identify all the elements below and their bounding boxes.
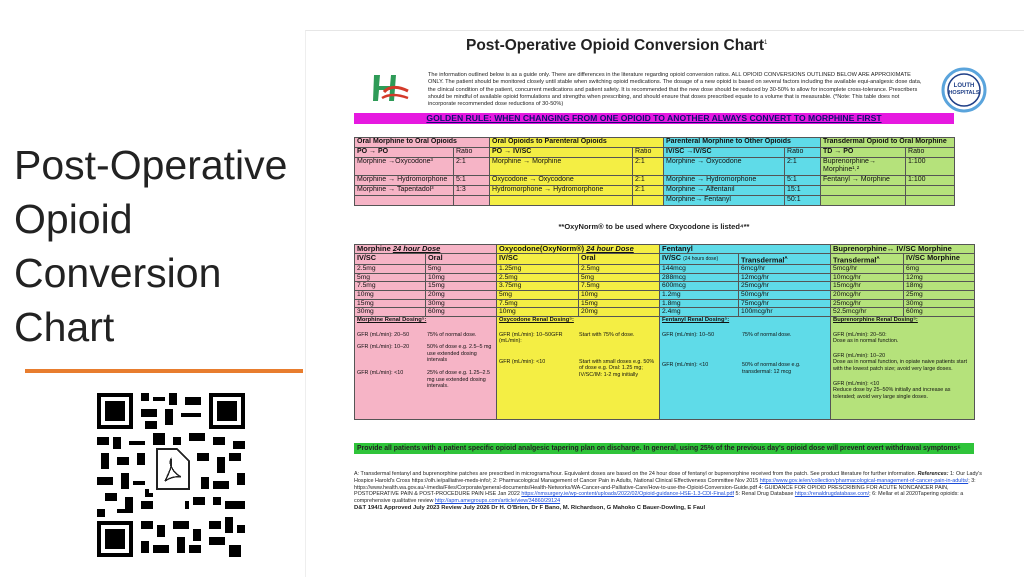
renal-gfr: GFR (mL/min): 10–20 xyxy=(357,344,410,351)
dose-cell: 288mcg xyxy=(660,273,739,282)
route-label: Transdermal xyxy=(833,255,877,265)
dose-cell: 2.4mg xyxy=(660,308,739,317)
dose-cell: 10mg xyxy=(579,290,660,299)
references-text: 6: Mellar et al 2020Tapering opioids: a comprehensive qualitative review xyxy=(354,491,964,505)
route-header: PO → IV/SC xyxy=(490,147,633,157)
morphine-renal-dosing xyxy=(355,317,497,420)
renal-line: GFR (mL/min): 20–50: xyxy=(833,331,887,338)
ratio-cell: 2:1 xyxy=(785,157,821,176)
references-text: 5: Renal Drug Database xyxy=(735,491,794,498)
renal-grid xyxy=(499,332,657,379)
dose-cell: 7.5mg xyxy=(497,299,579,308)
route-subheader xyxy=(660,253,739,264)
dose-cell: 1.2mg xyxy=(660,290,739,299)
dose-cell: 2.5mg xyxy=(355,264,426,273)
route-label: IV/SC xyxy=(662,253,682,262)
logo-text-hospitals: HOSPITALS xyxy=(948,90,980,96)
drug-header-suffix: 24 hour Dose xyxy=(586,244,634,253)
ratio-cell xyxy=(633,195,664,205)
renal-gfr: GFR (mL/min): 10–50 xyxy=(662,331,715,338)
dose-cell: 600mcg xyxy=(660,282,739,291)
intro-text: The information outlined below is as a guide only. There are differences in the literature regarding opioid conversion ratios. ALL OPIOID CONVERSIONS OUTLINED BELOW ARE APPROXIMATE ONLY. The patient should be monitored closely until stable when switching opioid medications. The dosage of a new opioid is based on several factors including the available equi-analgesic dose data, the clinical condition of the patient, concurrent medications and patient safety. It is recommended that the new dose should be reduced by 30-50% to allow for incomplete cross-tolerance. Prescribers should be mindful of available opioid formulations and strengths when prescribing, and should ensure that doses prescribed equate to a volume that is measurable. (*Note: This table does not incorporate recommended dose reductions of 30-50%) xyxy=(428,72,922,108)
oxynorm-note: **OxyNorm® to be used where Oxycodone is listed⁴** xyxy=(558,222,750,231)
dose-cell: 15mcg/hr xyxy=(831,282,904,291)
buprenorphine-renal-dosing xyxy=(831,317,975,420)
reference-link[interactable]: http://apm.amegroups.com/article/view/34860/29124 xyxy=(434,498,561,505)
qr-code[interactable] xyxy=(97,393,245,557)
conversion-ratio-table xyxy=(354,137,955,206)
conversion-cell: Morphine → Tapentadol³ xyxy=(355,185,454,195)
title-divider xyxy=(25,369,303,373)
route-header: PO → PO xyxy=(355,147,454,157)
renal-gfr: GFR (mL/min): <10 xyxy=(662,362,709,369)
document-title-text: Post-Operative Opioid Conversion Chart xyxy=(466,37,764,54)
renal-line: Reduce dose by 25–50% initially and increase as tolerated; avoid very large single doses. xyxy=(833,387,951,400)
dose-equivalence-table xyxy=(354,244,975,420)
renal-dose: 25% of dose e.g. 1.25–2.5 mg use extended dosing intervals. xyxy=(427,370,490,390)
drug-header-suffix: 24 hour Dose xyxy=(392,244,441,253)
ratio-cell: 2:1 xyxy=(633,157,664,176)
group-title: Oral Morphine to Oral Opioids xyxy=(355,138,490,148)
tapering-plan-banner: Provide all patients with a patient specific opioid analgesic tapering plan on discharge. In general, using 25% of the previous day's opioid dose will prevent overt withdrawal symptoms⁶ xyxy=(354,443,974,454)
drug-header-buprenorphine: Buprenorphine↔ IV/SC Morphine xyxy=(831,245,975,254)
dose-cell: 15mg xyxy=(579,299,660,308)
dose-cell: 60mg xyxy=(904,308,975,317)
dose-cell: 100mcg/hr xyxy=(739,308,831,317)
dose-cell: 5mg xyxy=(497,290,579,299)
dose-cell: 7.5mg xyxy=(579,282,660,291)
dose-cell: 1.25mg xyxy=(497,264,579,273)
renal-gfr: GFR (mL/min): 10–50GFR (mL/min): xyxy=(499,331,563,345)
conversion-cell: Morphine →Oxycodone³ xyxy=(355,157,454,176)
reference-link[interactable]: https://nmsurgery.ie/wp-content/uploads/2022/02/Opioid-guidance-HSE-1.3-CDI-Final.pdf xyxy=(521,491,734,498)
dose-cell: 12mcg/hr xyxy=(739,273,831,282)
slide-title-line: Opioid xyxy=(14,196,133,242)
renal-dose: 75% of normal dose. xyxy=(742,331,792,338)
conversion-cell xyxy=(355,195,454,205)
ratio-cell: 15:1 xyxy=(785,185,821,195)
dose-cell: 25mg xyxy=(904,290,975,299)
renal-dose: 50% of dose e.g. 2.5–5 mg use extended dosing intervals xyxy=(427,344,492,364)
renal-dose: Start with small doses e.g. 50% of dose e.g. Oral: 1.25 mg; IV/SC/IM: 1-2 mg initially xyxy=(579,358,655,379)
references-label: References: xyxy=(917,471,949,477)
document-title xyxy=(466,37,866,55)
footnote-marker: A xyxy=(784,254,788,260)
dose-row xyxy=(355,299,975,308)
conversion-cell xyxy=(821,185,906,195)
conversion-chart-document xyxy=(305,30,1024,577)
ratio-cell: 5:1 xyxy=(785,176,821,186)
slide-title-line: Post-Operative xyxy=(14,142,288,188)
approval-line: D&T 194/1 Approved July 2023 Review July 2026 Dr H. O'Brien, Dr F Bano, M. Richardson, G Mahoko C Bauer-Dowling, E Faul xyxy=(354,504,706,511)
slide-title xyxy=(14,138,304,354)
route-subheader: IV/SC Morphine xyxy=(904,253,975,264)
renal-dose: Start with 75% of dose. xyxy=(579,331,635,338)
ratio-cell xyxy=(454,195,490,205)
route-header: IV/SC →IV/SC xyxy=(664,147,785,157)
drug-name: Oxycodone(OxyNorm®) xyxy=(499,244,585,253)
conversion-cell: Morphine→ Fentanyl xyxy=(664,195,785,205)
renal-title: Morphine Renal Dosing⁵: xyxy=(357,317,427,324)
dose-cell: 30mg xyxy=(426,299,497,308)
ratio-cell xyxy=(906,195,955,205)
title-footnote-marker: 1 xyxy=(764,39,768,46)
conversion-cell: Oxycodone → Oxycodone xyxy=(490,176,633,186)
dose-cell: 2.5mg xyxy=(497,273,579,282)
renal-title: Fentanyl Renal Dosing⁵: xyxy=(662,317,730,324)
dose-cell: 2.5mg xyxy=(579,264,660,273)
dose-cell: 20mcg/hr xyxy=(831,290,904,299)
golden-rule-banner: GOLDEN RULE: WHEN CHANGING FROM ONE OPIOID TO ANOTHER ALWAYS CONVERT TO MORPHINE FIRST xyxy=(354,113,954,124)
dose-cell: 75mcg/hr xyxy=(739,299,831,308)
drug-header-morphine xyxy=(355,245,497,254)
renal-gfr: GFR (mL/min): 20–50 xyxy=(357,331,410,338)
footnote-a: A: Transdermal fentanyl and buprenorphine patches are prescribed in micrograms/hour. Equivalent doses are based on the 24 hour dose of fentanyl or buprenorphine received from the patch. See product literature for further information. xyxy=(354,471,917,477)
renal-dose: 50% of normal dose e.g. transdermal: 12 mcg xyxy=(742,362,801,375)
group-title: Transdermal Opioid to Oral Morphine xyxy=(821,138,955,148)
dose-cell: 60mg xyxy=(426,308,497,317)
conversion-cell: Buprenorphine→ Morphine¹˒² xyxy=(821,157,906,176)
renal-title: Buprenorphine Renal Dosing⁵: xyxy=(833,317,918,324)
renal-grid xyxy=(357,332,494,390)
ratio-cell: 1:3 xyxy=(454,185,490,195)
conversion-cell: Hydromorphone → Hydromorphone xyxy=(490,185,633,195)
dose-cell: 5mcg/hr xyxy=(831,264,904,273)
route-subheader: IV/SC xyxy=(355,253,426,264)
references-text: 3: https://www.health.wa.gov.au/-/media/Files/Corporate/general-documents/Health-Networks/WA-Cancer-and-Palliative-Care/How-to-use-the-Opioid-Conversion-Guide.pdf 4: GUIDANCE FOR OPIOID PRESCRIBING FOR ACUTE NONCANCER PAIN, POSTOPERATIVE PAIN & POST-PROCEDURE PAIN HSE Jan 2022 xyxy=(354,477,976,498)
drug-header-oxycodone xyxy=(497,245,660,254)
dose-cell: 15mg xyxy=(355,299,426,308)
ratio-cell: 2:1 xyxy=(633,185,664,195)
route-subheader: Oral xyxy=(426,253,497,264)
dose-cell: 18mg xyxy=(904,282,975,291)
dose-cell: 20mg xyxy=(579,308,660,317)
ratio-cell xyxy=(906,185,955,195)
conversion-cell: Fentanyl → Morphine xyxy=(821,176,906,186)
renal-grid xyxy=(662,332,828,376)
renal-gfr: GFR (mL/min): <10 xyxy=(357,370,404,377)
conversion-cell: Morphine → Alfentanil xyxy=(664,185,785,195)
dose-cell: 5mg xyxy=(355,273,426,282)
group-title: Parenteral Morphine to Other Opioids xyxy=(664,138,821,148)
footnote-marker: A xyxy=(876,254,880,260)
ratio-header: Ratio xyxy=(906,147,955,157)
dose-cell: 25mcg/hr xyxy=(739,282,831,291)
conversion-cell: Morphine → Oxycodone xyxy=(664,157,785,176)
pdf-icon xyxy=(149,445,193,493)
dose-cell: 6mcg/hr xyxy=(739,264,831,273)
dose-row xyxy=(355,308,975,317)
renal-line: GFR (mL/min): 10–20 xyxy=(833,352,886,359)
route-subheader xyxy=(739,253,831,264)
slide-title-line: Conversion xyxy=(14,250,222,296)
dose-cell: 5mg xyxy=(579,273,660,282)
dose-cell: 52.5mcg/hr xyxy=(831,308,904,317)
ratio-cell: 5:1 xyxy=(454,176,490,186)
dose-cell: 5mg xyxy=(426,264,497,273)
ratio-header: Ratio xyxy=(633,147,664,157)
dose-row xyxy=(355,282,975,291)
ratio-cell: 2:1 xyxy=(454,157,490,176)
dose-cell: 144mcg xyxy=(660,264,739,273)
footnotes: A: Transdermal fentanyl and buprenorphine patches are prescribed in micrograms/hour. Equivalent doses are based on the 24 hour dose of fentanyl or buprenorphine received from the patch. See product literature for further information. References: 1: Our Lady's Hospice Harold's Cross https://olh.ie/palliative-meds-info/; 2: Pharmacological Management of Cancer Pain in Adults, National Clinical Effectiveness Committee Nov 2015 https://www.gov.ie/en/collection/pharmacological-management-of-cancer-pain-in-adults/; 3: https://www.health.wa.gov.au/-/media/Files/Corporate/general-documents/Health-Networks/WA-Cancer-and-Palliative-Care/How-to-use-the-Opioid-Conversion-Guide.pdf 4: GUIDANCE FOR OPIOID PRESCRIBING FOR ACUTE NONCANCER PAIN, POSTOPERATIVE PAIN & POST-PROCEDURE PAIN HSE Jan 2022 https://nmsurgery.ie/wp-content/uploads/2022/02/Opioid-guidance-HSE-1.3-CDI-Final.pdf 5: Renal Drug Database https://renaldrugdatabase.com/; 6: Mellar et al 2020Tapering opioids: a comprehensive qualitative review http://apm.amegroups.com/article/view/34860/29124 D&T 194/1 Approved July 2023 Review July 2026 Dr H. O'Brien, Dr F Bano, M. Richardson, G Mahoko C Bauer-Dowling, E Faul xyxy=(354,471,986,512)
route-subheader: IV/SC xyxy=(497,253,579,264)
dose-row xyxy=(355,264,975,273)
route-label: Transdermal xyxy=(741,255,785,265)
renal-line: GFR (mL/min): <10 xyxy=(833,380,880,387)
oxycodone-renal-dosing xyxy=(497,317,660,420)
route-qualifier: (24 hours dose) xyxy=(683,255,719,262)
renal-dose: 75% of normal dose. xyxy=(427,331,477,338)
references-text: 1: Our Lady's Hospice Harold's Cross https://olh.ie/palliative-meds-info/; 2: Pharmacological Management of Cancer Pain in Adults, National Clinical Effectiveness Committee Nov 2015 xyxy=(354,471,982,484)
dose-cell: 15mg xyxy=(426,282,497,291)
renal-gfr: GFR (mL/min): <10 xyxy=(499,358,546,365)
ratio-cell: 50:1 xyxy=(785,195,821,205)
dose-cell: 20mg xyxy=(426,290,497,299)
dose-cell: 6mg xyxy=(904,264,975,273)
ratio-cell: 1:100 xyxy=(906,176,955,186)
dose-cell: 12mg xyxy=(904,273,975,282)
slide-title-line: Chart xyxy=(14,304,115,350)
ratio-cell: 2:1 xyxy=(633,176,664,186)
renal-title: Oxycodone Renal Dosing⁵: xyxy=(499,317,574,324)
dose-cell: 10mg xyxy=(426,273,497,282)
route-subheader: Oral xyxy=(579,253,660,264)
logo-text-louth: LOUTH xyxy=(953,83,975,89)
dose-rows xyxy=(355,264,975,316)
fentanyl-renal-dosing xyxy=(660,317,831,420)
dose-cell: 25mcg/hr xyxy=(831,299,904,308)
louth-hospitals-logo xyxy=(935,67,993,113)
dose-cell: 10mg xyxy=(497,308,579,317)
reference-link[interactable]: https://www.gov.ie/en/collection/pharmacological-management-of-cancer-pain-in-adults/ xyxy=(759,477,969,484)
dose-cell: 1.8mg xyxy=(660,299,739,308)
drug-name: Morphine xyxy=(357,244,391,253)
dose-cell: 50mcg/hr xyxy=(739,290,831,299)
dose-cell: 3.75mg xyxy=(497,282,579,291)
conversion-cell xyxy=(821,195,906,205)
drug-header-fentanyl: Fentanyl xyxy=(660,245,831,254)
dose-cell: 10mg xyxy=(355,290,426,299)
hse-logo xyxy=(370,71,410,105)
renal-line: Dose as in normal function. xyxy=(833,338,899,345)
dose-cell: 7.5mg xyxy=(355,282,426,291)
conversion-cell xyxy=(490,195,633,205)
group-title: Oral Opioids to Parenteral Opioids xyxy=(490,138,664,148)
conversion-cell: Morphine → Morphine xyxy=(490,157,633,176)
route-subheader xyxy=(831,253,904,264)
dose-row xyxy=(355,290,975,299)
route-header: TD → PO xyxy=(821,147,906,157)
renal-line: Dose as in normal function, in opiate naive patients start with the lowest patch size; avoid very large doses. xyxy=(833,359,967,373)
dose-cell: 10mcg/hr xyxy=(831,273,904,282)
dose-row xyxy=(355,273,975,282)
ratio-header: Ratio xyxy=(454,147,490,157)
dose-cell: 30mg xyxy=(904,299,975,308)
dose-cell: 30mg xyxy=(355,308,426,317)
ratio-header: Ratio xyxy=(785,147,821,157)
conversion-cell: Morphine → Hydromorphone xyxy=(355,176,454,186)
conversion-cell: Morphine → Hydromorphone xyxy=(664,176,785,186)
reference-link[interactable]: https://renaldrugdatabase.com/ xyxy=(794,491,870,498)
ratio-cell: 1:100 xyxy=(906,157,955,176)
